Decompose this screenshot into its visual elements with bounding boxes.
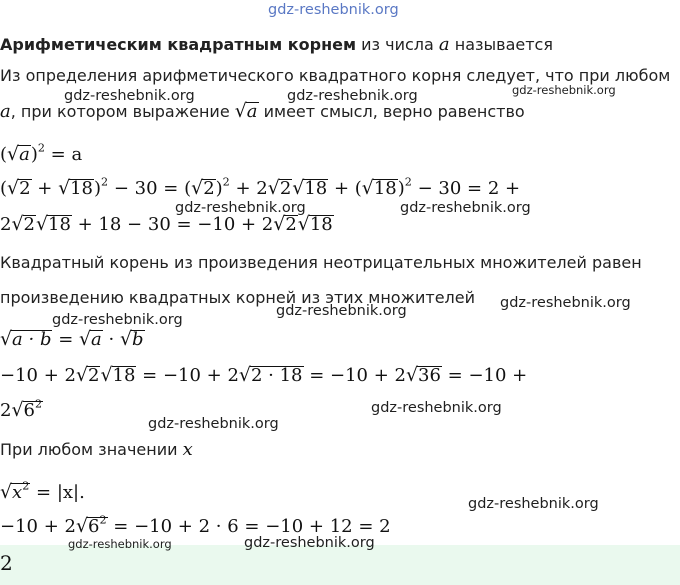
equation-5: −10 + 2√2√18 = −10 + 2√2 · 18 = −10 + 2√36 = −10 + (0, 364, 528, 386)
rule2-line2: произведению квадратных корней из этих множителей (0, 288, 476, 307)
intro-end: называется (449, 35, 553, 54)
rule1-end: имеет смысл, верно равенство (258, 102, 525, 121)
watermark: gdz-reshebnik.org (244, 535, 375, 551)
rule1-line2: a, при котором выражение √a имеет смысл, верно равенство (0, 100, 525, 122)
rule1-text: , при котором выражение (10, 102, 235, 121)
watermark: gdz-reshebnik.org (64, 88, 195, 104)
watermark: gdz-reshebnik.org (52, 312, 183, 328)
answer-band (0, 545, 680, 585)
equation-3: 2√2√18 + 18 − 30 = −10 + 2√2√18 (0, 213, 333, 235)
equation-4: √a · b = √a · √b (0, 328, 144, 350)
answer-value: 2 (0, 551, 13, 575)
equation-1: $(√a)^2 = a$ (0, 141, 83, 165)
watermark: gdz-reshebnik.org (371, 400, 502, 416)
intro-var: a (438, 34, 450, 55)
watermark: gdz-reshebnik.org (287, 88, 418, 104)
equation-6: $2√6^2$ (0, 397, 43, 421)
equation-2: $(√2 + √18)^2 - 30 = (√2)^2 + 2√2√18 + (√18)^2 - 30 = 2$ + (0, 175, 521, 199)
watermark: gdz-reshebnik.org (148, 416, 279, 432)
watermark: gdz-reshebnik.org (175, 200, 306, 216)
equation-8: $-10 + 2√6^2 = -10 + 2 \cdot 6 = -10 + 12 = 2$ (0, 513, 391, 537)
equation-7: $√x^2 = |x|$. (0, 479, 85, 503)
watermark-top: gdz-reshebnik.org (268, 2, 399, 18)
rule2-line1: Квадратный корень из произведения неотрицательных множителей равен (0, 253, 642, 272)
intro-line (0, 34, 553, 55)
rule1-radicand: a (246, 101, 258, 122)
watermark: gdz-reshebnik.org (68, 537, 172, 551)
rule1-line1: Из определения арифметического квадратного корня следует, что при любом (0, 66, 671, 85)
watermark: gdz-reshebnik.org (276, 303, 407, 319)
watermark: gdz-reshebnik.org (468, 496, 599, 512)
watermark: gdz-reshebnik.org (512, 83, 616, 97)
rule1-var: a (0, 101, 11, 122)
intro-bold: Арифметическим квадратным корнем (0, 35, 357, 54)
rule3-line: При любом значении x (0, 439, 193, 460)
watermark: gdz-reshebnik.org (400, 200, 531, 216)
watermark: gdz-reshebnik.org (500, 295, 631, 311)
intro-rest: из числа (356, 35, 439, 54)
